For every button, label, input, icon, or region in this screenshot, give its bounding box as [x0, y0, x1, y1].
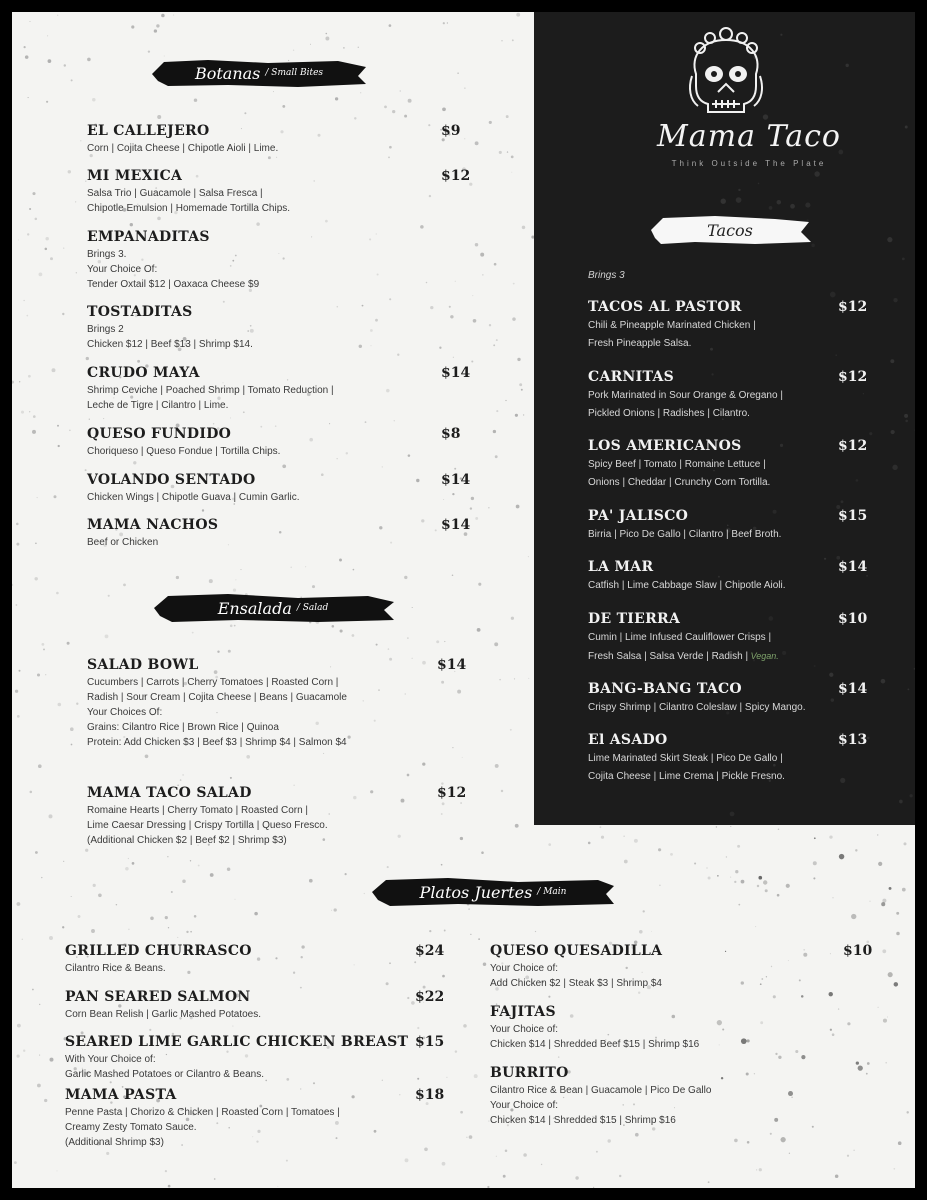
item-description-text: Chili & Pineapple Marinated Chicken |: [588, 320, 756, 331]
item-price: $14: [441, 517, 471, 533]
item-description-text: Corn | Cojita Cheese | Chipotle Aioli | Lime.: [87, 143, 279, 154]
item-name: FAJITAS: [490, 1004, 556, 1020]
item-description: [87, 735, 347, 750]
item-name: MI MEXICA: [87, 168, 183, 184]
item-description: [65, 1067, 408, 1082]
item-price: $15: [838, 508, 868, 524]
skull-logo-icon: [686, 26, 766, 116]
item-description: [87, 322, 253, 337]
item-description-text: Chicken $14 | Shredded Beef $15 | Shrimp $16: [490, 1039, 700, 1050]
item-description: [87, 141, 278, 156]
botanas-title: Botanas: [194, 63, 261, 83]
item-price: $12: [437, 785, 467, 801]
item-description: [87, 705, 347, 720]
item-description-text: (Additional Chicken $2 | Beef $2 | Shrimp $3): [87, 835, 287, 846]
item-name: PA' JALISCO: [588, 508, 689, 524]
item-description-text: Your Choice of:: [490, 1100, 559, 1111]
item-price: $14: [437, 657, 467, 673]
item-description-text: Fresh Pineapple Salsa.: [588, 338, 692, 349]
menu-item: [588, 438, 868, 492]
item-description-text: Chicken $14 | Shredded $15 | Shrimp $16: [490, 1115, 676, 1126]
item-description-text: With Your Choice of:: [65, 1054, 156, 1065]
item-description: [588, 750, 785, 768]
item-price: $18: [415, 1087, 445, 1103]
item-description-text: Add Chicken $2 | Steak $3 | Shrimp $4: [490, 978, 662, 989]
item-description: [87, 277, 259, 292]
menu-item: [588, 369, 868, 423]
item-description-text: Brings 3.: [87, 249, 127, 260]
item-description: [87, 535, 218, 550]
ensalada-subtitle-text: / Salad: [296, 603, 329, 613]
menu-item: [65, 943, 445, 976]
item-description: [490, 1083, 711, 1098]
platos-subtitle-text: / Main: [537, 887, 567, 897]
ensalada-banner: [148, 588, 398, 628]
menu-item: [65, 989, 445, 1022]
item-name: El ASADO: [588, 732, 668, 748]
item-name: QUESO FUNDIDO: [87, 426, 232, 442]
item-description: [65, 961, 252, 976]
menu-item: [588, 299, 868, 353]
menu-item: [87, 472, 471, 505]
item-description: [87, 383, 334, 398]
item-description-text: Protein: Add Chicken $3 | Beef $3 | Shrimp $4 | Salmon $4: [87, 737, 347, 748]
item-description-text: Lime Caesar Dressing | Crispy Tortilla | Queso Fresco.: [87, 820, 328, 831]
item-description: [87, 186, 290, 201]
item-description-text: Spicy Beef | Tomato | Romaine Lettuce |: [588, 459, 766, 470]
item-description: [588, 629, 779, 647]
menu-item: [87, 517, 471, 550]
item-description: [87, 247, 259, 262]
item-description: [490, 1113, 711, 1128]
item-price: $14: [838, 559, 868, 575]
brand-tagline: Think Outside The Plate: [671, 159, 827, 168]
platos-subtitle: Main: [543, 887, 567, 897]
item-description: [65, 1135, 340, 1150]
menu-item: [87, 304, 253, 352]
item-description: [87, 675, 347, 690]
item-price: $15: [415, 1034, 445, 1050]
menu-item: [588, 732, 868, 786]
item-description-text: Leche de Tigre | Cilantro | Lime.: [87, 400, 229, 411]
item-description: [87, 690, 347, 705]
tacos-note: Brings 3: [588, 270, 625, 281]
item-price: $24: [415, 943, 445, 959]
item-description: [588, 387, 783, 405]
menu-item: [65, 1087, 445, 1150]
item-description: [65, 1052, 408, 1067]
menu-item: [87, 785, 467, 848]
item-description: [490, 1098, 711, 1113]
item-description-text: Pork Marinated in Sour Orange & Oregano |: [588, 390, 783, 401]
tacos-title: Tacos: [707, 220, 753, 240]
item-description: [588, 335, 756, 353]
item-description-text: Your Choice Of:: [87, 264, 158, 275]
item-description: [87, 818, 328, 833]
item-price: $14: [441, 365, 471, 381]
item-description: [588, 699, 806, 717]
menu-item: [588, 611, 868, 666]
item-name: CRUDO MAYA: [87, 365, 200, 381]
item-name: BANG-BANG TACO: [588, 681, 742, 697]
item-name: MAMA PASTA: [65, 1087, 177, 1103]
menu-item: [65, 1034, 445, 1082]
tacos-banner: [645, 210, 815, 250]
item-description: [490, 961, 662, 976]
menu-item: [87, 123, 461, 156]
item-description: [87, 833, 328, 848]
item-description-text: Chicken $12 | Beef $13 | Shrimp $14.: [87, 339, 253, 350]
item-description: [588, 577, 786, 595]
item-description-text: Tender Oxtail $12 | Oaxaca Cheese $9: [87, 279, 260, 290]
item-description: [490, 976, 662, 991]
item-description-text: Your Choices Of:: [87, 707, 163, 718]
menu-item: [588, 681, 868, 717]
item-description-text: Fresh Salsa | Salsa Verde | Radish |: [588, 651, 749, 662]
item-description: [588, 456, 770, 474]
item-description: [588, 768, 785, 786]
platos-banner: [368, 872, 618, 912]
item-price: $9: [441, 123, 461, 139]
menu-item: [87, 657, 467, 750]
item-price: $14: [838, 681, 868, 697]
item-description-text: Lime Marinated Skirt Steak | Pico De Gallo |: [588, 753, 783, 764]
item-description-text: Grains: Cilantro Rice | Brown Rice | Quinoa: [87, 722, 279, 733]
item-name: PAN SEARED SALMON: [65, 989, 251, 1005]
item-description: [490, 1022, 699, 1037]
item-description: [65, 1120, 340, 1135]
menu-item: [490, 1004, 699, 1052]
item-description-text: Radish | Sour Cream | Cojita Cheese | Beans | Guacamole: [87, 692, 347, 703]
item-description: [65, 1007, 261, 1022]
item-description: [588, 317, 756, 335]
item-description: [87, 337, 253, 352]
botanas-subtitle-text: / Small Bites: [265, 68, 324, 78]
item-description-text: Garlic Mashed Potatoes or Cilantro & Beans.: [65, 1069, 264, 1080]
ensalada-subtitle: Salad: [302, 603, 329, 613]
item-description-text: Onions | Cheddar | Crunchy Corn Tortilla.: [588, 477, 771, 488]
item-description: [588, 405, 783, 423]
item-name: EMPANADITAS: [87, 229, 210, 245]
item-price: $12: [838, 299, 868, 315]
item-description-text: Chicken Wings | Chipotle Guava | Cumin Garlic.: [87, 492, 300, 503]
item-description-text: Romaine Hearts | Cherry Tomato | Roasted Corn |: [87, 805, 309, 816]
item-price: $10: [838, 611, 868, 627]
item-name: QUESO QUESADILLA: [490, 943, 663, 959]
item-description-text: Cilantro Rice & Beans.: [65, 963, 166, 974]
item-name: LA MAR: [588, 559, 654, 575]
brand-name: Mama Taco: [657, 119, 841, 154]
menu-item: [588, 508, 868, 544]
item-description: [87, 262, 259, 277]
item-price: $13: [838, 732, 868, 748]
item-description-text: Creamy Zesty Tomato Sauce.: [65, 1122, 197, 1133]
item-name: TOSTADITAS: [87, 304, 193, 320]
item-description-text: Your Choice of:: [490, 1024, 559, 1035]
item-name: MAMA NACHOS: [87, 517, 219, 533]
item-name: BURRITO: [490, 1065, 569, 1081]
item-description-text: Cojita Cheese | Lime Crema | Pickle Fresno.: [588, 771, 785, 782]
item-price: $8: [441, 426, 461, 442]
item-name: EL CALLEJERO: [87, 123, 210, 139]
item-price: $12: [838, 438, 868, 454]
item-name: SEARED LIME GARLIC CHICKEN BREAST: [65, 1034, 409, 1050]
menu-item: [490, 1065, 711, 1128]
item-description-text: Pickled Onions | Radishes | Cilantro.: [588, 408, 750, 419]
item-description-text: Chipotle Emulsion | Homemade Tortilla Chips.: [87, 203, 291, 214]
item-description-text: Crispy Shrimp | Cilantro Coleslaw | Spicy Mango.: [588, 702, 806, 713]
item-price: $14: [441, 472, 471, 488]
menu-item: [87, 229, 259, 292]
menu-item: [87, 426, 461, 459]
menu-page: [12, 12, 915, 1188]
item-name: VOLANDO SENTADO: [87, 472, 256, 488]
item-description: [87, 444, 280, 459]
item-name: LOS AMERICANOS: [588, 438, 742, 454]
item-description-text: Penne Pasta | Chorizo & Chicken | Roasted Corn | Tomatoes |: [65, 1107, 340, 1118]
platos-title: Platos Juertes: [419, 882, 533, 902]
vegan-tag: Vegan.: [748, 651, 779, 661]
ensalada-title: Ensalada: [217, 598, 292, 618]
botanas-banner: [148, 54, 370, 92]
item-description-text: Birria | Pico De Gallo | Cilantro | Beef Broth.: [588, 529, 782, 540]
item-description: [588, 526, 781, 544]
item-description-text: Shrimp Ceviche | Poached Shrimp | Tomato Reduction |: [87, 385, 334, 396]
botanas-subtitle: Small Bites: [271, 68, 324, 78]
item-description: [65, 1105, 340, 1120]
item-description: [87, 201, 290, 216]
item-name: CARNITAS: [588, 369, 675, 385]
menu-item: [490, 943, 873, 991]
menu-item: [87, 365, 471, 413]
item-price: $12: [441, 168, 471, 184]
menu-item: [588, 559, 868, 595]
item-description-text: Cucumbers | Carrots | Cherry Tomatoes | Roasted Corn |: [87, 677, 339, 688]
item-description-text: Salsa Trio | Guacamole | Salsa Fresca |: [87, 188, 263, 199]
menu-item: [87, 168, 471, 216]
item-price: $10: [843, 943, 873, 959]
item-name: GRILLED CHURRASCO: [65, 943, 252, 959]
item-name: SALAD BOWL: [87, 657, 199, 673]
item-description-text: Choriqueso | Queso Fondue | Tortilla Chips.: [87, 446, 281, 457]
item-description-text: Cilantro Rice & Bean | Guacamole | Pico De Gallo: [490, 1085, 712, 1096]
item-description: [588, 474, 770, 492]
item-price: $12: [838, 369, 868, 385]
item-name: MAMA TACO SALAD: [87, 785, 252, 801]
item-description-text: Catfish | Lime Cabbage Slaw | Chipotle Aioli.: [588, 580, 786, 591]
item-description: [588, 647, 779, 666]
item-description-text: Beef or Chicken: [87, 537, 159, 548]
item-description: [87, 720, 347, 735]
item-description-text: Brings 2: [87, 324, 124, 335]
item-description: [87, 803, 328, 818]
item-description-text: (Additional Shrimp $3): [65, 1137, 164, 1148]
item-description-text: Corn Bean Relish | Garlic Mashed Potatoes.: [65, 1009, 262, 1020]
item-description: [87, 490, 300, 505]
item-name: DE TIERRA: [588, 611, 681, 627]
item-description-text: Cumin | Lime Infused Cauliflower Crisps |: [588, 632, 772, 643]
item-description: [490, 1037, 699, 1052]
item-description: [87, 398, 334, 413]
item-description-text: Your Choice of:: [490, 963, 559, 974]
item-name: TACOS AL PASTOR: [588, 299, 742, 315]
item-price: $22: [415, 989, 445, 1005]
